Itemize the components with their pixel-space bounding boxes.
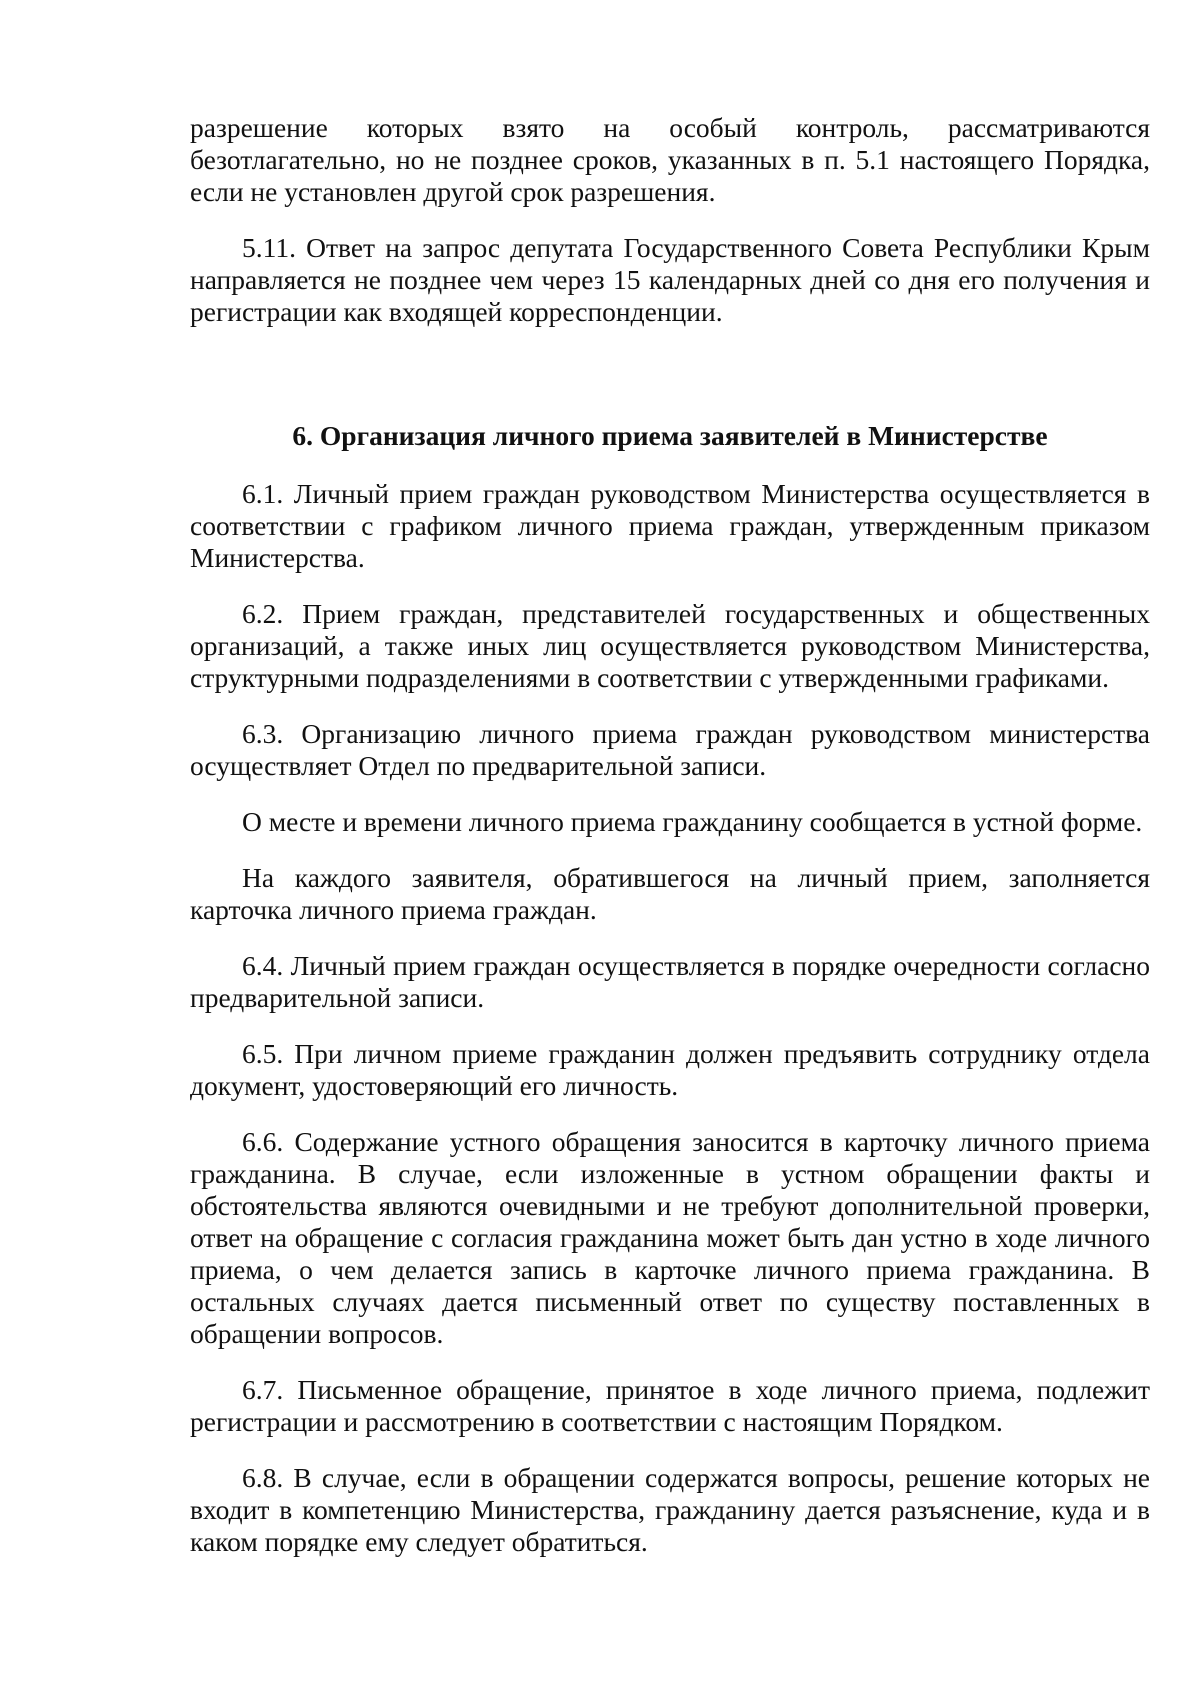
paragraph-6-2: 6.2. Прием граждан, представителей государственных и общественных организаций, а также иных лиц осуществляется руководством Министерства, структурными подразделениями в соответствии с утвержденными графиками.: [190, 598, 1150, 693]
paragraph-6-5: 6.5. При личном приеме гражданин должен предъявить сотруднику отдела документ, удостоверяющий его личность.: [190, 1038, 1150, 1101]
paragraph-6-6: 6.6. Содержание устного обращения заносится в карточку личного приема гражданина. В случае, если изложенные в устном обращении факты и обстоятельства являются очевидными и не требуют дополнительной проверки, ответ на обращение с согласия гражданина может быть дан устно в ходе личного приема, о чем делается запись в карточке личного приема гражданина. В остальных случаях дается письменный ответ по существу поставленных в обращении вопросов.: [190, 1126, 1150, 1349]
section-heading: 6. Организация личного приема заявителей в Министерстве: [292, 420, 1048, 451]
paragraph-6-1: 6.1. Личный прием граждан руководством Министерства осуществляется в соответствии с графиком личного приема граждан, утвержденным приказом Министерства.: [190, 478, 1150, 573]
paragraph-applicant-card: На каждого заявителя, обратившегося на личный прием, заполняется карточка личного приема граждан.: [190, 862, 1150, 925]
paragraph-6-8: 6.8. В случае, если в обращении содержатся вопросы, решение которых не входит в компетенцию Министерства, гражданину дается разъяснение, куда и в каком порядке ему следует обратиться.: [190, 1462, 1150, 1557]
document-page: [190, 112, 1150, 1558]
paragraph-place-time: О месте и времени личного приема гражданину сообщается в устной форме.: [242, 806, 1143, 837]
paragraph-6-7: 6.7. Письменное обращение, принятое в ходе личного приема, подлежит регистрации и рассмотрению в соответствии с настоящим Порядком.: [190, 1374, 1150, 1437]
paragraph-6-4: 6.4. Личный прием граждан осуществляется в порядке очередности согласно предварительной записи.: [190, 950, 1150, 1013]
paragraph-6-3: 6.3. Организацию личного приема граждан руководством министерства осуществляет Отдел по предварительной записи.: [190, 718, 1150, 781]
paragraph-continuation: разрешение которых взято на особый контроль, рассматриваются безотлагательно, но не позднее сроков, указанных в п. 5.1 настоящего Порядка, если не установлен другой срок разрешения.: [190, 112, 1150, 207]
paragraph-5-11: 5.11. Ответ на запрос депутата Государственного Совета Республики Крым направляется не позднее чем через 15 календарных дней со дня его получения и регистрации как входящей корреспонденции.: [190, 232, 1150, 327]
